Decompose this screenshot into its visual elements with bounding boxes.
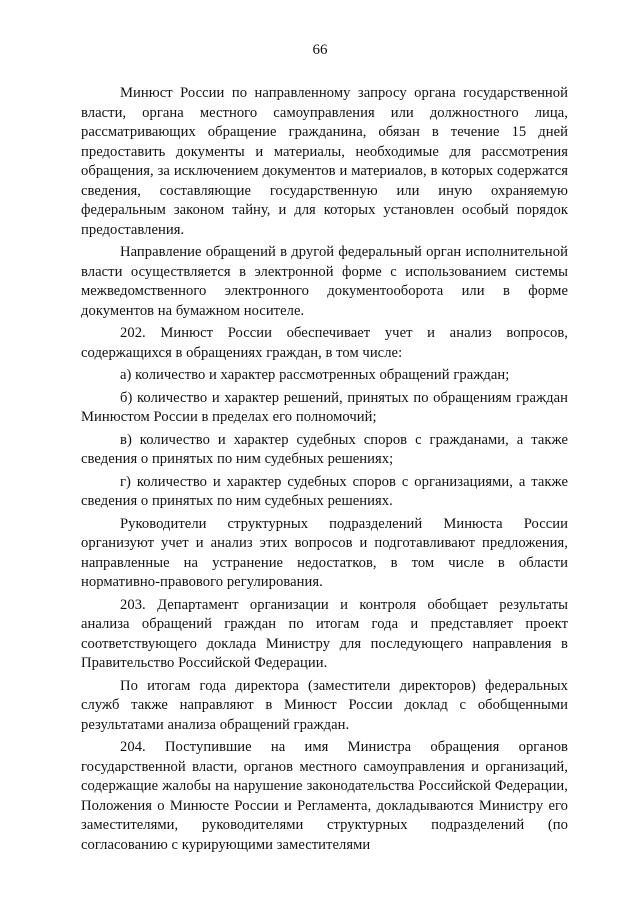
paragraph-section-204: 204. Поступившие на имя Министра обращения органов государственной власти, органов местного самоуправления и организаций, содержащие жалобы на нарушение законодательства Российской Федерации, Положения о Минюсте России и Регламента, докладываются Министру его заместителями, руководителями структурных подразделений (по согласованию с курирующими заместителями <box>81 739 568 853</box>
paragraph-section-203: 203. Департамент организации и контроля обобщает результаты анализа обращений граждан по итогам года и представляет проект соответствующего доклада Министру для последующего направления в Правительство Российской Федерации. <box>81 596 568 671</box>
paragraph-federal-services-report: По итогам года директора (заместители директоров) федеральных служб также направляют в Минюст России доклад с обобщенными результатами анализа обращений граждан. <box>81 677 568 733</box>
paragraph-item-a: а) количество и характер рассмотренных обращений граждан; <box>120 367 510 383</box>
paragraph-document-request-obligation: Минюст России по направленному запросу органа государственной власти, органа местного самоуправления или должностного лица, рассматривающих обращение гражданина, обязан в течение 15 дней предоставить документы и материалы, необходимые для рассмотрения обращения, за исключением документов и материалов, в которых содержатся сведения, составляющие государственную или иную охраняемую федеральным законом тайну, и для которых установлен особый порядок предоставления. <box>81 85 568 238</box>
paragraph-item-v: в) количество и характер судебных споров с гражданами, а также сведения о принятых по ним судебных решениях; <box>81 431 568 467</box>
document-body <box>81 84 568 858</box>
paragraph-unit-heads: Руководители структурных подразделений Минюста России организуют учет и анализ этих вопросов и подготавливают предложения, направленные на устранение недостатков, в том числе в области нормативно-правового регулирования. <box>81 515 568 590</box>
paragraph-electronic-referral: Направление обращений в другой федеральный орган исполнительной власти осуществляется в электронной форме с использованием системы межведомственного электронного документооборота или в форме документов на бумажном носителе. <box>81 244 568 319</box>
paragraph-item-b: б) количество и характер решений, принятых по обращениям граждан Минюстом России в пределах его полномочий; <box>81 389 568 425</box>
paragraph-item-g: г) количество и характер судебных споров с организациями, а также сведения о принятых по ним судебных решениях. <box>81 473 568 509</box>
paragraph-section-202: 202. Минюст России обеспечивает учет и анализ вопросов, содержащихся в обращениях граждан, в том числе: <box>81 325 568 361</box>
page-number: 66 <box>312 42 328 58</box>
